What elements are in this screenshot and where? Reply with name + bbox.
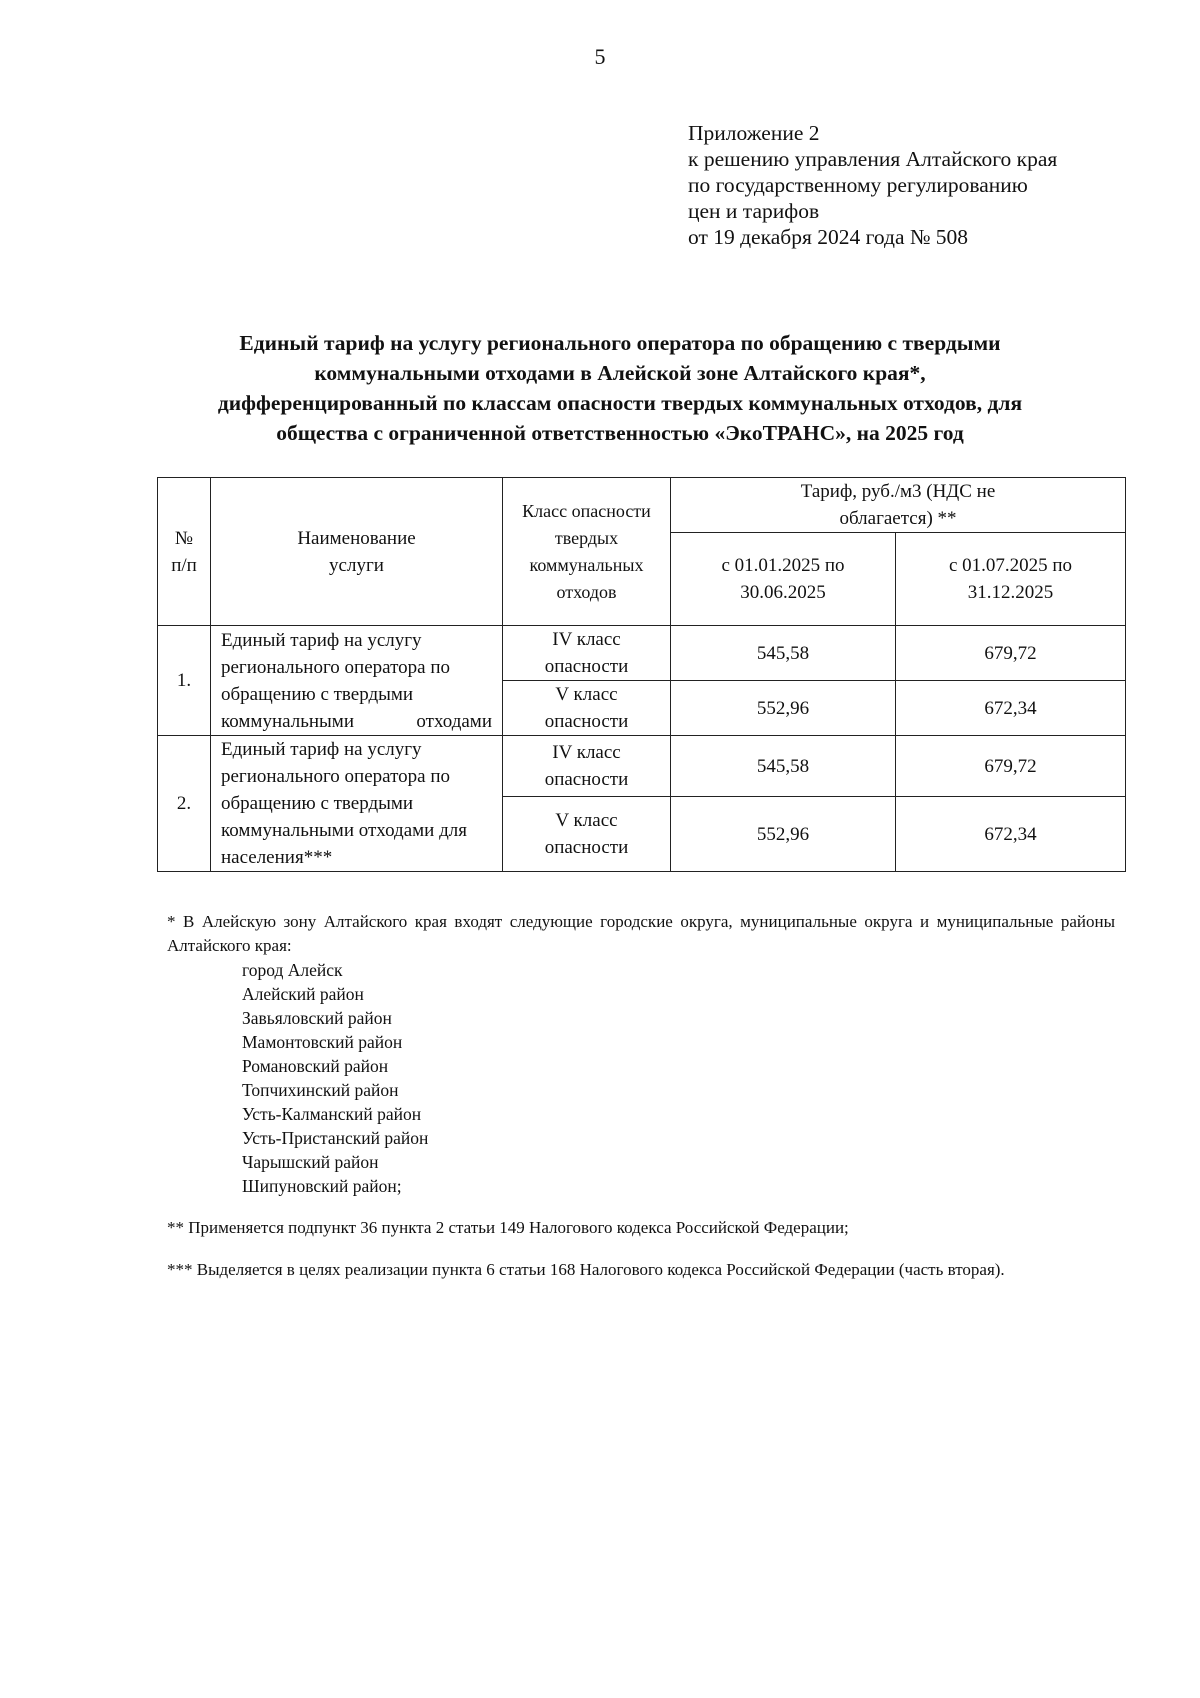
footnotes — [167, 910, 1115, 1282]
list-item: Завьяловский район — [242, 1008, 392, 1028]
row-tariff-period1: 545,58 — [671, 626, 896, 681]
row-tariff-period1: 552,96 — [671, 797, 896, 872]
table-row — [158, 736, 1126, 797]
row-hazard-class: V класс опасности — [503, 797, 671, 872]
appendix-line: от 19 декабря 2024 года № 508 — [688, 225, 968, 249]
row-tariff-period2: 679,72 — [896, 626, 1126, 681]
table-header-row — [158, 478, 1126, 533]
appendix-block — [688, 120, 1057, 250]
appendix-line: цен и тарифов — [688, 199, 820, 223]
row-number: 1. — [158, 626, 211, 736]
row-tariff-period2: 672,34 — [896, 681, 1126, 736]
list-item: Мамонтовский район — [242, 1032, 403, 1052]
title-line: дифференцированный по классам опасности твердых коммунальных отходов, для — [217, 391, 1023, 415]
document-title — [150, 328, 1090, 448]
title-line: общества с ограниченной ответственностью «ЭкоТРАНС», на 2025 год — [276, 421, 964, 445]
header-tariff: Тариф, руб./м3 (НДС не облагается) ** — [671, 478, 1126, 533]
list-item: Романовский район — [242, 1056, 389, 1076]
footnote-3: *** Выделяется в целях реализации пункта 6 статьи 168 Налогового кодекса Российской Федерации (часть вторая). — [167, 1260, 1005, 1279]
header-service: Наименование услуги — [211, 478, 503, 626]
list-item: Топчихинский район — [242, 1080, 399, 1100]
footnote-1-intro: * В Алейскую зону Алтайского края входят следующие городские округа, муниципальные округа и муниципальные районы Алтайского края: — [167, 912, 1115, 955]
row-number: 2. — [158, 736, 211, 872]
row-tariff-period1: 552,96 — [671, 681, 896, 736]
list-item: Шипуновский район; — [242, 1176, 402, 1196]
header-hazard-class: Класс опасности твердых коммунальных отходов — [503, 478, 671, 626]
row-tariff-period2: 672,34 — [896, 797, 1126, 872]
table-row — [158, 626, 1126, 681]
row-service: Единый тариф на услугу регионального оператора по обращению с твердыми коммунальными отходами — [211, 626, 503, 736]
title-line: коммунальными отходами в Алейской зоне Алтайского края*, — [314, 361, 926, 385]
list-item: Алейский район — [242, 984, 364, 1004]
list-item: Усть-Пристанский район — [242, 1128, 429, 1148]
tariff-table — [157, 477, 1126, 872]
row-tariff-period1: 545,58 — [671, 736, 896, 797]
row-hazard-class: IV класс опасности — [503, 736, 671, 797]
title-line: Единый тариф на услугу регионального оператора по обращению с твердыми — [239, 331, 1001, 355]
district-list — [242, 958, 1115, 1198]
appendix-line: к решению управления Алтайского края — [688, 147, 1058, 171]
header-period1: с 01.01.2025 по 30.06.2025 — [671, 533, 896, 626]
list-item: город Алейск — [242, 960, 343, 980]
row-service: Единый тариф на услугу регионального оператора по обращению с твердыми коммунальными отходами для населения*** — [211, 736, 503, 872]
appendix-line: по государственному регулированию — [688, 173, 1028, 197]
row-hazard-class: V класс опасности — [503, 681, 671, 736]
appendix-line: Приложение 2 — [688, 121, 820, 145]
list-item: Чарышский район — [242, 1152, 379, 1172]
row-hazard-class: IV класс опасности — [503, 626, 671, 681]
row-tariff-period2: 679,72 — [896, 736, 1126, 797]
list-item: Усть-Калманский район — [242, 1104, 422, 1124]
header-number: № п/п — [158, 478, 211, 626]
footnote-2: ** Применяется подпункт 36 пункта 2 статьи 149 Налогового кодекса Российской Федерации; — [167, 1218, 849, 1237]
header-period2: с 01.07.2025 по 31.12.2025 — [896, 533, 1126, 626]
page-number: 5 — [594, 44, 606, 69]
